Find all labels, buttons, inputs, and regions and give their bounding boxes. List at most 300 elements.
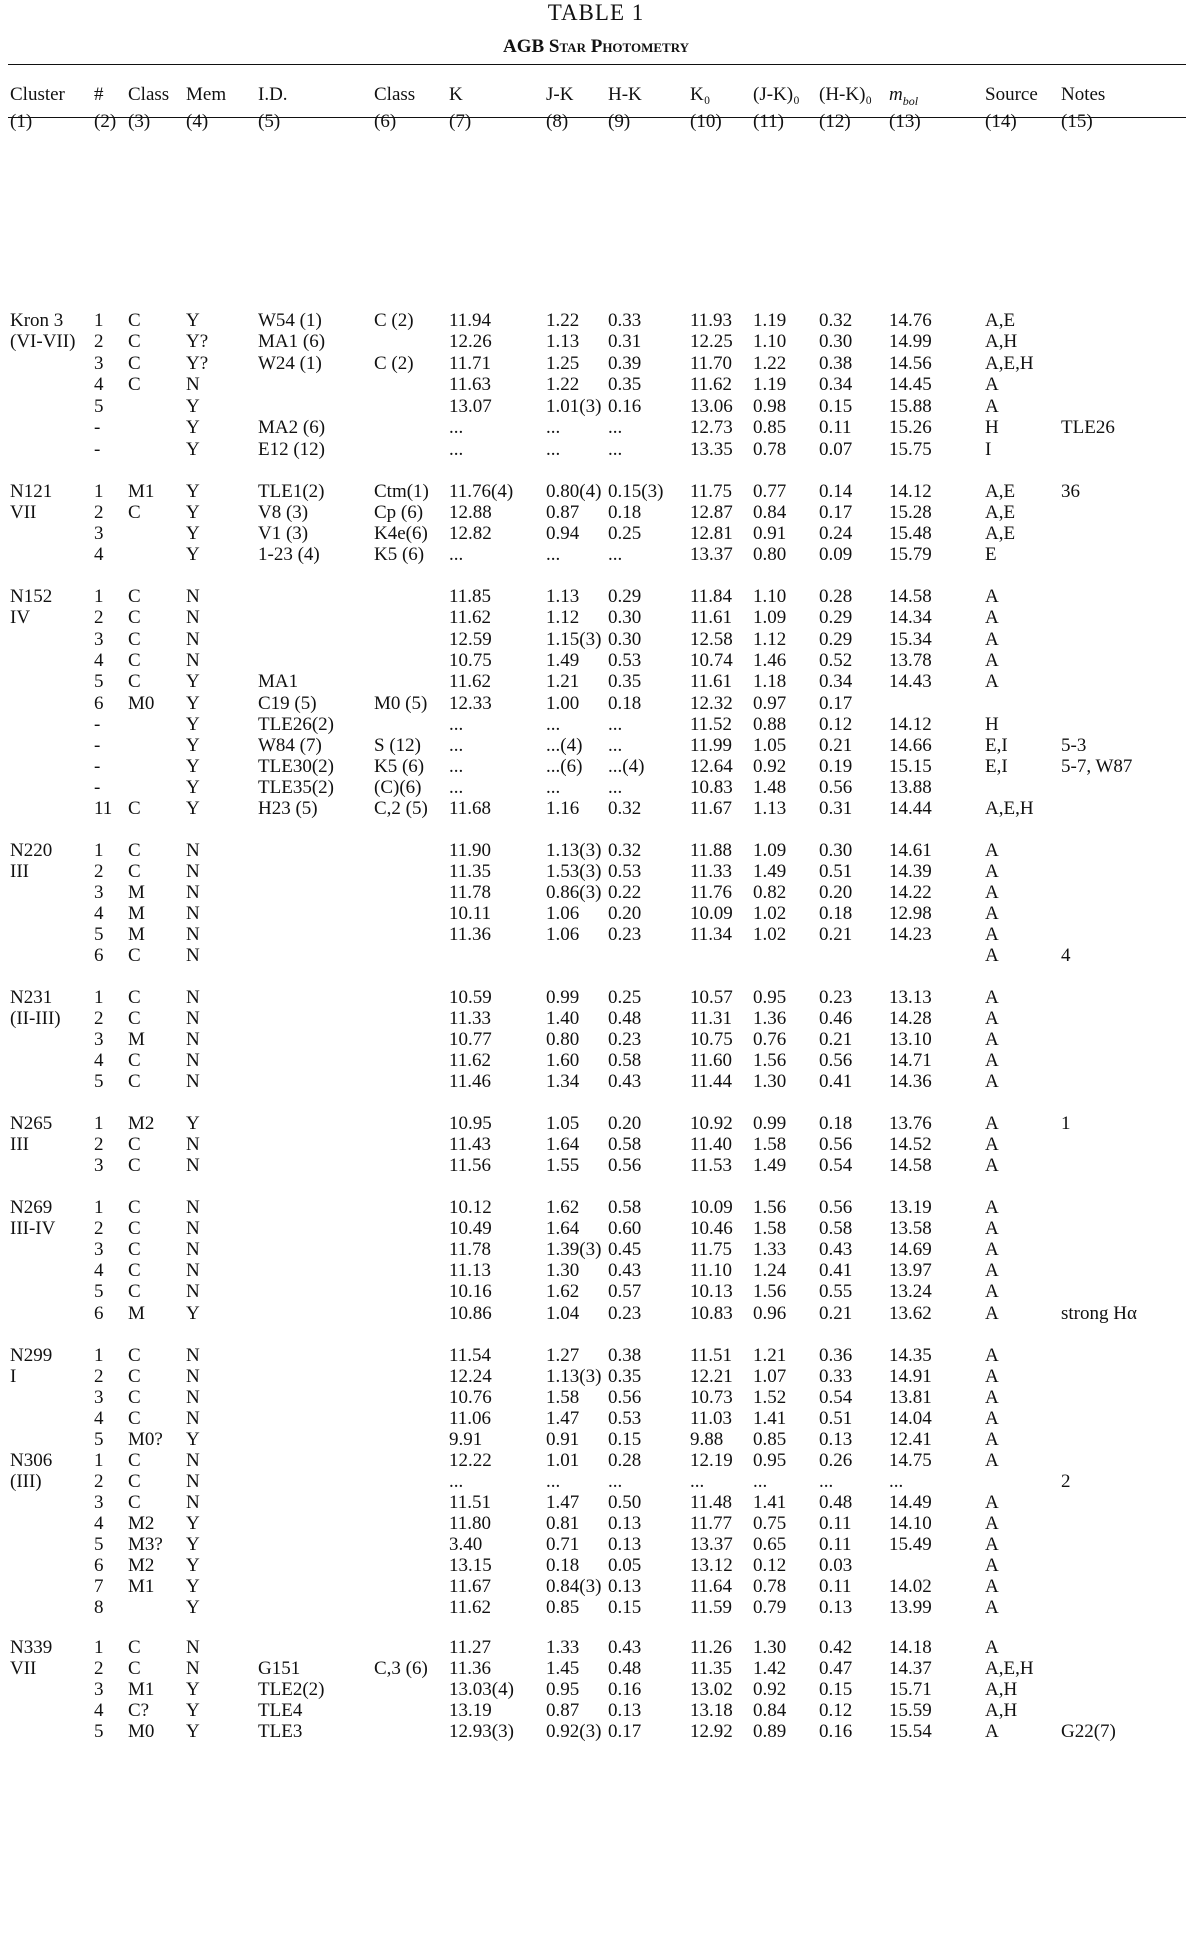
table-cell: 1.58 — [753, 1134, 787, 1155]
table-cell: 13.06 — [690, 396, 733, 417]
table-cell: 14.71 — [889, 1050, 932, 1071]
table-cell: 1.12 — [753, 629, 787, 650]
table-cell: 0.80(4) — [546, 481, 602, 502]
table-cell: Y — [186, 417, 200, 438]
table-cell: 10.59 — [449, 987, 492, 1008]
table-cell: 14.23 — [889, 924, 932, 945]
table-cell: 1.46 — [753, 650, 787, 671]
table-cell: 12.32 — [690, 693, 733, 714]
table-cell: Cp (6) — [374, 502, 424, 523]
table-cell: 11.46 — [449, 1071, 492, 1092]
table-cell: C — [128, 331, 141, 352]
table-cell: 10.46 — [690, 1218, 733, 1239]
table-cell: N — [186, 650, 200, 671]
table-cell: 12.19 — [690, 1450, 733, 1471]
table-cell: 4 — [94, 1513, 104, 1534]
table-cell: ... — [449, 417, 464, 438]
table-cell: 1.49 — [546, 650, 580, 671]
table-cell: C — [128, 987, 141, 1008]
table-cell: A — [985, 840, 999, 861]
table-cell: 1.48 — [753, 777, 787, 798]
column-number: (15) — [1061, 111, 1093, 132]
table-cell: 0.13 — [819, 1597, 853, 1618]
table-cell: 10.09 — [690, 1197, 733, 1218]
table-cell: 11.62 — [449, 1597, 492, 1618]
table-cell: 15.79 — [889, 544, 932, 565]
table-cell: ... — [449, 777, 464, 798]
table-cell: 4 — [94, 1050, 104, 1071]
table-cell: TLE4 — [258, 1700, 303, 1721]
table-cell: 0.16 — [819, 1721, 853, 1742]
table-cell: 3 — [94, 1492, 104, 1513]
table-cell: A,E,H — [985, 798, 1034, 819]
table-cell: 11.33 — [690, 861, 733, 882]
table-cell: N — [186, 1008, 200, 1029]
table-cell: 0.35 — [608, 1366, 642, 1387]
table-cell: 0.58 — [608, 1197, 642, 1218]
table-cell: ... — [608, 735, 623, 756]
table-cell: A — [985, 1008, 999, 1029]
table-cell: 0.11 — [819, 1534, 852, 1555]
table-cell: 1.41 — [753, 1408, 787, 1429]
table-cell: 11.93 — [690, 310, 733, 331]
table-cell: 0.43 — [608, 1071, 642, 1092]
table-cell: 14.12 — [889, 481, 932, 502]
table-cell: A — [985, 1408, 999, 1429]
table-cell: 2 — [94, 1658, 104, 1679]
table-cell: 11.54 — [449, 1345, 492, 1366]
table-cell: 1.13(3) — [546, 1366, 602, 1387]
table-cell: 0.78 — [753, 1576, 787, 1597]
table-cell: 12.41 — [889, 1429, 932, 1450]
table-cell: A — [985, 1366, 999, 1387]
table-cell: 1.56 — [753, 1050, 787, 1071]
table-cell: G151 — [258, 1658, 301, 1679]
table-cell: A — [985, 1345, 999, 1366]
table-cell: 2 — [94, 1218, 104, 1239]
table-cell: 0.34 — [819, 374, 853, 395]
table-cell: 5-7, W87 — [1061, 756, 1133, 777]
table-cell: 11.61 — [690, 607, 733, 628]
table-cell: 0.35 — [608, 671, 642, 692]
table-cell: 0.33 — [608, 310, 642, 331]
column-header: Class — [374, 84, 416, 105]
table-cell: 12.26 — [449, 331, 492, 352]
table-cell: 1.00 — [546, 693, 580, 714]
table-cell: 0.33 — [819, 1366, 853, 1387]
table-cell: 1.15(3) — [546, 629, 602, 650]
table-cell: 2 — [94, 1366, 104, 1387]
table-cell: 9.88 — [690, 1429, 724, 1450]
table-cell: 0.84 — [753, 502, 787, 523]
table-cell: C,2 (5) — [374, 798, 428, 819]
table-cell: V1 (3) — [258, 523, 309, 544]
table-cell: 11.27 — [449, 1637, 492, 1658]
table-cell: C — [128, 310, 141, 331]
table-cell: C — [128, 1408, 141, 1429]
column-number: (3) — [128, 111, 151, 132]
table-cell: 1.19 — [753, 310, 787, 331]
table-cell: 14.49 — [889, 1492, 932, 1513]
table-cell: C — [128, 650, 141, 671]
table-cell: 14.35 — [889, 1345, 932, 1366]
table-cell: 0.77 — [753, 481, 787, 502]
table-cell: 11.62 — [449, 671, 492, 692]
table-cell: C — [128, 1050, 141, 1071]
table-cell: 0.99 — [546, 987, 580, 1008]
table-cell: MA1 — [258, 671, 299, 692]
table-cell: 1.30 — [753, 1637, 787, 1658]
table-cell: 1.21 — [546, 671, 580, 692]
table-cell: 14.37 — [889, 1658, 932, 1679]
table-cell: H — [985, 417, 999, 438]
table-cell: 13.19 — [889, 1197, 932, 1218]
table-cell: E,I — [985, 735, 1008, 756]
table-cell: A — [985, 1450, 999, 1471]
table-cell: ...(4) — [608, 756, 645, 777]
table-cell: A,E — [985, 481, 1016, 502]
table-cell: (II-III) — [10, 1008, 61, 1029]
table-cell: E,I — [985, 756, 1008, 777]
table-cell: 0.13 — [608, 1700, 642, 1721]
table-cell: C — [128, 1366, 141, 1387]
column-header: (H-K)₀ — [819, 84, 873, 105]
table-cell: N — [186, 1471, 200, 1492]
table-cell: N — [186, 1134, 200, 1155]
table-cell: 13.58 — [889, 1218, 932, 1239]
column-header: Mem — [186, 84, 227, 105]
table-cell: - — [94, 777, 101, 798]
table-cell: 6 — [94, 1555, 104, 1576]
table-cell: 1 — [1061, 1113, 1071, 1134]
table-cell: 0.85 — [753, 1429, 787, 1450]
table-cell: 0.15 — [819, 1679, 853, 1700]
table-cell: A — [985, 607, 999, 628]
table-cell: Kron 3 — [10, 310, 64, 331]
table-cell: 0.12 — [753, 1555, 787, 1576]
table-cell: A — [985, 1576, 999, 1597]
table-cell: A — [985, 924, 999, 945]
table-cell: ... — [753, 1471, 768, 1492]
table-cell: 1.13(3) — [546, 840, 602, 861]
column-number: (6) — [374, 111, 397, 132]
table-cell: ... — [449, 1471, 464, 1492]
table-cell: 10.13 — [690, 1281, 733, 1302]
table-cell: 2 — [94, 1134, 104, 1155]
table-cell: I — [985, 439, 992, 460]
table-cell: ...(6) — [546, 756, 583, 777]
table-cell: 15.88 — [889, 396, 932, 417]
table-cell: W54 (1) — [258, 310, 322, 331]
table-cell: A — [985, 671, 999, 692]
table-cell: C — [128, 1658, 141, 1679]
table-cell: 1.18 — [753, 671, 787, 692]
table-cell: Y — [186, 523, 200, 544]
table-cell: 10.09 — [690, 903, 733, 924]
table-cell: 13.13 — [889, 987, 932, 1008]
table-cell: Y — [186, 777, 200, 798]
table-cell: 15.26 — [889, 417, 932, 438]
table-cell: 11.06 — [449, 1408, 492, 1429]
table-cell: 12.88 — [449, 502, 492, 523]
table-cell: N — [186, 945, 200, 966]
table-cell: 13.12 — [690, 1555, 733, 1576]
table-cell: ... — [546, 439, 561, 460]
table-cell: E12 (12) — [258, 439, 326, 460]
table-cell: 0.32 — [608, 840, 642, 861]
table-cell: 1 — [94, 586, 104, 607]
table-cell: 0.99 — [753, 1113, 787, 1134]
table-cell: 11.75 — [690, 481, 733, 502]
table-cell: N265 — [10, 1113, 53, 1134]
table-cell: - — [94, 735, 101, 756]
table-cell: 0.12 — [819, 714, 853, 735]
table-cell: 1.22 — [753, 353, 787, 374]
table-cell: N — [186, 1450, 200, 1471]
table-cell: 0.85 — [546, 1597, 580, 1618]
table-cell: 13.99 — [889, 1597, 932, 1618]
table-cell: 0.94 — [546, 523, 580, 544]
table-cell: 0.18 — [608, 502, 642, 523]
table-cell: 0.32 — [608, 798, 642, 819]
table-cell: K5 (6) — [374, 756, 425, 777]
table-cell: 0.18 — [546, 1555, 580, 1576]
table-cell: C — [128, 1387, 141, 1408]
table-cell: 11.67 — [449, 1576, 492, 1597]
table-cell: M — [128, 1029, 145, 1050]
table-cell: 1.49 — [753, 861, 787, 882]
table-cell: 0.53 — [608, 650, 642, 671]
table-cell: 1.49 — [753, 1155, 787, 1176]
table-cell: 0.18 — [819, 903, 853, 924]
table-cell: 0.56 — [819, 1197, 853, 1218]
table-cell: Y — [186, 693, 200, 714]
table-cell: 0.96 — [753, 1303, 787, 1324]
table-cell: 1.58 — [546, 1387, 580, 1408]
table-cell: A — [985, 1429, 999, 1450]
table-cell: 15.59 — [889, 1700, 932, 1721]
column-number: (11) — [753, 111, 784, 132]
table-cell: 12.33 — [449, 693, 492, 714]
table-cell: 10.57 — [690, 987, 733, 1008]
table-cell: 3 — [94, 882, 104, 903]
table-cell: 14.61 — [889, 840, 932, 861]
table-cell: 12.73 — [690, 417, 733, 438]
column-header: Cluster — [10, 84, 65, 105]
table-cell: 0.13 — [608, 1534, 642, 1555]
table-cell: 15.15 — [889, 756, 932, 777]
table-cell: Y — [186, 798, 200, 819]
table-cell: 14.76 — [889, 310, 932, 331]
column-header: Class — [128, 84, 170, 105]
table-cell: 10.75 — [449, 650, 492, 671]
table-cell: 0.11 — [819, 417, 852, 438]
table-cell: 0.54 — [819, 1387, 853, 1408]
table-cell: 1.07 — [753, 1366, 787, 1387]
table-cell: VII — [10, 502, 37, 523]
table-cell: 1.41 — [753, 1492, 787, 1513]
table-cell: C — [128, 861, 141, 882]
table-cell: 15.75 — [889, 439, 932, 460]
table-cell: 14.58 — [889, 586, 932, 607]
table-cell: Ctm(1) — [374, 481, 429, 502]
table-cell: W84 (7) — [258, 735, 322, 756]
table-cell: C — [128, 840, 141, 861]
table-cell: 1.47 — [546, 1492, 580, 1513]
table-cell: C — [128, 1008, 141, 1029]
table-cell: 11.62 — [449, 607, 492, 628]
table-cell: C,3 (6) — [374, 1658, 428, 1679]
table-cell: 1 — [94, 987, 104, 1008]
table-cell: 5 — [94, 1281, 104, 1302]
table-cell: 14.12 — [889, 714, 932, 735]
table-cell: 3 — [94, 1155, 104, 1176]
table-cell: N — [186, 840, 200, 861]
table-cell: N — [186, 1345, 200, 1366]
table-cell: 1 — [94, 1345, 104, 1366]
table-cell: C — [128, 1239, 141, 1260]
table-cell: Y — [186, 1597, 200, 1618]
table-cell: 15.48 — [889, 523, 932, 544]
table-cell: TLE30(2) — [258, 756, 334, 777]
table-cell: 4 — [94, 1700, 104, 1721]
table-cell: 0.54 — [819, 1155, 853, 1176]
table-cell: C — [128, 1155, 141, 1176]
column-header: K — [449, 84, 463, 105]
table-cell: 11.75 — [690, 1239, 733, 1260]
table-cell: 14.02 — [889, 1576, 932, 1597]
table-cell: C — [128, 1471, 141, 1492]
table-cell: 0.45 — [608, 1239, 642, 1260]
table-cell: 0.58 — [608, 1134, 642, 1155]
table-cell: 1.33 — [753, 1239, 787, 1260]
table-cell: Y — [186, 481, 200, 502]
table-cell: A,E,H — [985, 353, 1034, 374]
table-cell: 0.19 — [819, 756, 853, 777]
table-cell: 11.51 — [690, 1345, 733, 1366]
column-header: Source — [985, 84, 1038, 105]
table-cell: 1 — [94, 481, 104, 502]
table-cell: 0.56 — [608, 1155, 642, 1176]
table-cell: M0 — [128, 1721, 155, 1742]
table-cell: A — [985, 1597, 999, 1618]
table-cell: 0.48 — [819, 1492, 853, 1513]
table-cell: 1-23 (4) — [258, 544, 320, 565]
table-cell: 1.64 — [546, 1134, 580, 1155]
table-cell: 10.92 — [690, 1113, 733, 1134]
table-cell: Y — [186, 502, 200, 523]
table-cell: 1.09 — [753, 840, 787, 861]
table-cell: 5 — [94, 1534, 104, 1555]
table-cell: A — [985, 1492, 999, 1513]
table-cell: 11 — [94, 798, 113, 819]
table-cell: 11.78 — [449, 882, 492, 903]
table-cell: 4 — [94, 1408, 104, 1429]
table-cell: 1 — [94, 1197, 104, 1218]
table-cell: 11.36 — [449, 1658, 492, 1679]
table-cell: C19 (5) — [258, 693, 317, 714]
table-cell: N299 — [10, 1345, 53, 1366]
table-cell: 0.56 — [819, 777, 853, 798]
table-cell: 0.84(3) — [546, 1576, 602, 1597]
table-cell: C — [128, 671, 141, 692]
table-cell: 1.06 — [546, 924, 580, 945]
table-cell: C — [128, 1492, 141, 1513]
table-cell: 11.36 — [449, 924, 492, 945]
table-cell: 10.83 — [690, 1303, 733, 1324]
table-cell: 14.04 — [889, 1408, 932, 1429]
column-number: (8) — [546, 111, 569, 132]
table-cell: 11.03 — [690, 1408, 733, 1429]
table-cell: A — [985, 861, 999, 882]
table-cell: 0.15 — [608, 1597, 642, 1618]
table-cell: A — [985, 882, 999, 903]
table-cell: 11.61 — [690, 671, 733, 692]
table-cell: 12.92 — [690, 1721, 733, 1742]
table-cell: 11.76(4) — [449, 481, 514, 502]
column-number: (4) — [186, 111, 209, 132]
table-cell: 11.60 — [690, 1050, 733, 1071]
table-cell: Y — [186, 544, 200, 565]
table-cell: 0.71 — [546, 1534, 580, 1555]
table-cell: 0.48 — [608, 1658, 642, 1679]
table-cell: 4 — [1061, 945, 1071, 966]
column-number: (1) — [10, 111, 33, 132]
table-cell: 0.07 — [819, 439, 853, 460]
table-cell: (C)(6) — [374, 777, 422, 798]
table-cell: 15.49 — [889, 1534, 932, 1555]
table-cell: 1.10 — [753, 586, 787, 607]
table-cell: Y — [186, 1429, 200, 1450]
table-cell: 14.22 — [889, 882, 932, 903]
table-cell: 13.81 — [889, 1387, 932, 1408]
table-cell: 1.16 — [546, 798, 580, 819]
table-cell: 0.16 — [608, 396, 642, 417]
table-cell: 1.55 — [546, 1155, 580, 1176]
table-cell: 0.23 — [608, 924, 642, 945]
table-cell: 0.21 — [819, 1029, 853, 1050]
table-cell: 0.25 — [608, 987, 642, 1008]
table-cell: 0.39 — [608, 353, 642, 374]
table-cell: 12.59 — [449, 629, 492, 650]
table-cell: 1 — [94, 1450, 104, 1471]
table-cell: 12.21 — [690, 1366, 733, 1387]
table-cell: 14.10 — [889, 1513, 932, 1534]
table-cell: 5 — [94, 1071, 104, 1092]
column-header: J-K — [546, 84, 574, 105]
table-cell: ... — [608, 417, 623, 438]
table-cell: 0.12 — [819, 1700, 853, 1721]
table-cell: 0.29 — [819, 607, 853, 628]
table-cell: 1.02 — [753, 924, 787, 945]
table-cell: IV — [10, 607, 31, 628]
table-cell: 11.84 — [690, 586, 733, 607]
table-cell: 0.60 — [608, 1218, 642, 1239]
table-cell: 0.50 — [608, 1492, 642, 1513]
table-cell: 13.10 — [889, 1029, 932, 1050]
table-cell: N — [186, 629, 200, 650]
table-cell: N152 — [10, 586, 53, 607]
table-cell: 0.82 — [753, 882, 787, 903]
table-cell: 0.29 — [608, 586, 642, 607]
table-cell: Y — [186, 1576, 200, 1597]
table-cell: 0.80 — [546, 1029, 580, 1050]
table-cell: 11.76 — [690, 882, 733, 903]
table-cell: N — [186, 1155, 200, 1176]
table-cell: 1.02 — [753, 903, 787, 924]
table-cell: 0.95 — [753, 987, 787, 1008]
table-cell: ... — [608, 714, 623, 735]
